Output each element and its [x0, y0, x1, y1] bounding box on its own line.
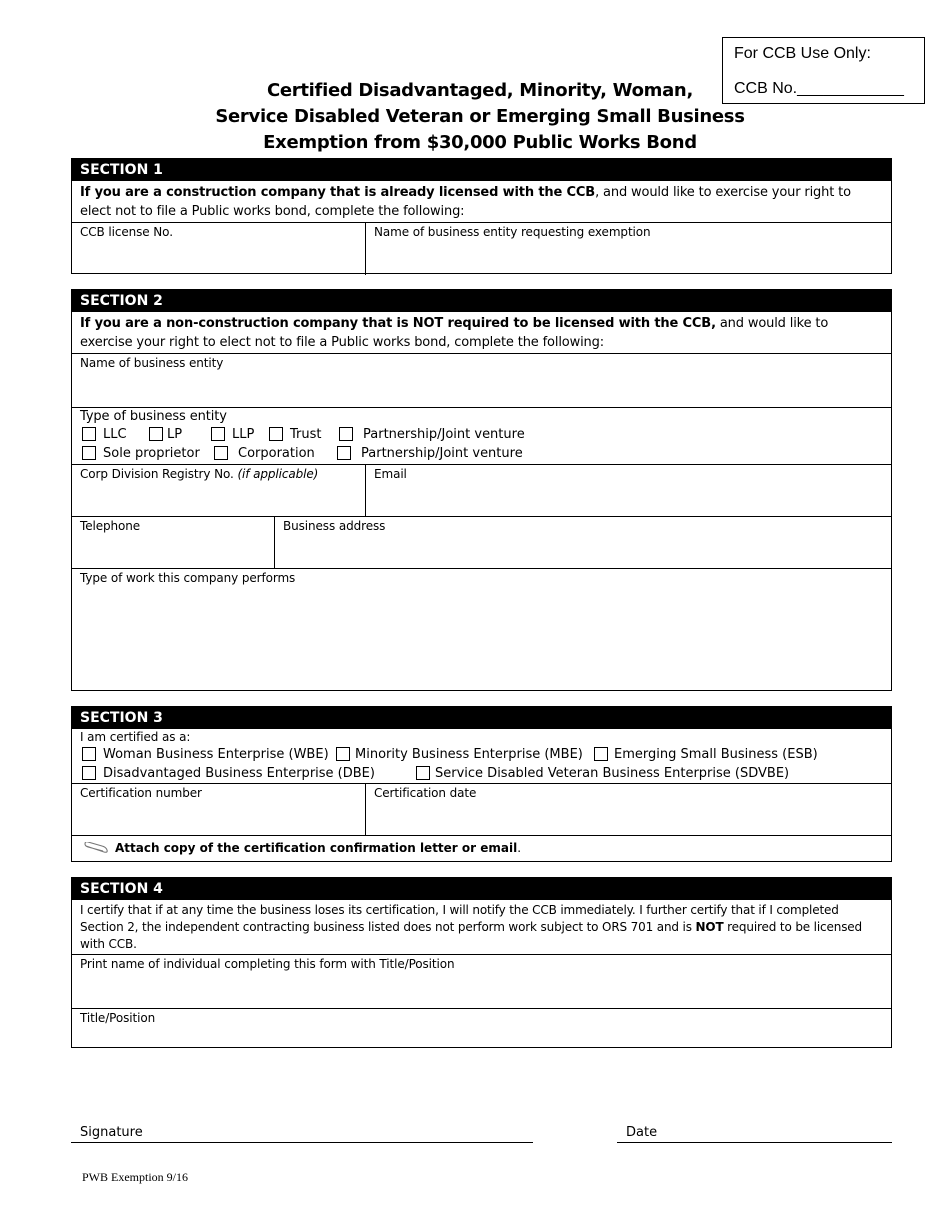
business-name-exemption-label: Name of business entity requesting exemption	[374, 225, 651, 239]
certification-number-field[interactable]	[72, 784, 366, 835]
type-llc-option[interactable]	[82, 427, 127, 442]
form-title-line2: Service Disabled Veteran or Emerging Small Business	[215, 106, 745, 127]
option-label: LP	[167, 427, 183, 442]
checkbox[interactable]	[336, 747, 350, 761]
certification-statement-part2: required to be licensed with CCB.	[80, 920, 862, 951]
type-partnership-option-2[interactable]	[337, 446, 523, 461]
business-type-label: Type of business entity	[80, 409, 227, 424]
date-line[interactable]	[617, 1142, 892, 1143]
form-title-line1: Certified Disadvantaged, Minority, Woman,	[266, 80, 693, 101]
section-1-intro	[72, 181, 891, 223]
type-lp-option[interactable]	[149, 427, 182, 442]
type-llp-option[interactable]	[211, 427, 254, 442]
option-label: Partnership/Joint venture	[363, 427, 525, 442]
print-name-label: Print name of individual completing this form with Title/Position	[80, 957, 455, 971]
checkbox[interactable]	[82, 766, 96, 780]
ccb-license-field[interactable]	[72, 223, 366, 275]
section-2-intro-rest: and would like to exercise your right to elect not to file a Public works bond, complete the following:	[80, 316, 829, 350]
business-type-row	[72, 408, 891, 465]
section-2-heading: SECTION 2	[72, 290, 891, 312]
paperclip-icon	[84, 842, 110, 856]
signature-label: Signature	[80, 1125, 143, 1140]
type-of-work-label: Type of work this company performs	[80, 571, 296, 585]
certification-statement	[72, 900, 891, 955]
checkbox[interactable]	[416, 766, 430, 780]
phone-address-row	[72, 517, 891, 569]
form-footer-code: PWB Exemption 9/16	[82, 1170, 188, 1184]
section-1-heading: SECTION 1	[72, 159, 891, 181]
business-entity-name-label: Name of business entity	[80, 356, 224, 370]
checkbox[interactable]	[269, 427, 283, 441]
certification-statement-part1: I certify that if at any time the business loses its certification, I will notify the CCB immediately. I further certify that if I completed Section 2, the independent contracting business listed does not perform work subject to ORS 701 and is	[80, 903, 839, 934]
type-trust-option[interactable]	[269, 427, 321, 442]
option-label: LLC	[103, 427, 127, 442]
section-3-heading: SECTION 3	[72, 707, 891, 729]
ccb-number-field: CCB No.____________	[734, 80, 904, 97]
section-4-heading: SECTION 4	[72, 878, 891, 900]
option-label: Minority Business Enterprise (MBE)	[355, 747, 583, 762]
email-field[interactable]	[365, 465, 891, 516]
business-address-field[interactable]	[274, 517, 891, 568]
cert-wbe-option[interactable]	[82, 747, 329, 762]
certification-date-field[interactable]	[365, 784, 891, 835]
certification-details-row	[72, 784, 891, 836]
title-position-label: Title/Position	[80, 1011, 156, 1025]
cert-dbe-option[interactable]	[82, 766, 375, 781]
attachment-note	[115, 841, 521, 855]
print-name-field[interactable]	[72, 955, 891, 1009]
cert-mbe-option[interactable]	[336, 747, 583, 762]
section-4	[71, 877, 892, 1048]
title-position-field[interactable]	[72, 1009, 891, 1062]
section-3	[71, 706, 892, 862]
attachment-note-bold: Attach copy of the certification confirmation letter or email	[115, 841, 518, 855]
section-2	[71, 289, 892, 691]
checkbox[interactable]	[339, 427, 353, 441]
checkbox[interactable]	[214, 446, 228, 460]
registry-number-label	[72, 465, 366, 481]
registry-label-text: Corp Division Registry No.	[80, 467, 234, 481]
email-label: Email	[374, 467, 407, 481]
checkbox[interactable]	[82, 427, 96, 441]
certified-as-label: I am certified as a:	[80, 730, 191, 744]
attachment-note-end: .	[517, 841, 522, 855]
form-title-line3: Exemption from $30,000 Public Works Bond	[263, 132, 697, 153]
certification-type-row	[72, 729, 891, 784]
checkbox[interactable]	[82, 446, 96, 460]
type-sole-proprietor-option[interactable]	[82, 446, 200, 461]
business-entity-name-field[interactable]	[72, 354, 891, 408]
signature-line[interactable]	[71, 1142, 533, 1143]
checkbox[interactable]	[149, 427, 163, 441]
section-1-intro-bold: If you are a construction company that is already licensed with the CCB	[80, 185, 596, 200]
registry-label-note: (if applicable)	[237, 467, 319, 481]
option-label: LLP	[232, 427, 255, 442]
section-1	[71, 158, 892, 274]
checkbox[interactable]	[82, 747, 96, 761]
option-label: Corporation	[238, 446, 315, 461]
option-label: Disadvantaged Business Enterprise (DBE)	[103, 766, 375, 781]
type-partnership-option-1[interactable]	[339, 427, 525, 442]
telephone-label: Telephone	[80, 519, 141, 533]
section-2-intro	[72, 312, 891, 354]
attachment-note-row	[72, 836, 891, 862]
option-label: Service Disabled Veteran Business Enterprise (SDVBE)	[435, 766, 790, 781]
ccb-license-label: CCB license No.	[80, 225, 173, 239]
type-corporation-option[interactable]	[214, 446, 315, 461]
type-of-work-field[interactable]	[72, 569, 891, 695]
business-name-exemption-field[interactable]	[365, 223, 891, 275]
registry-email-row	[72, 465, 891, 517]
business-address-label: Business address	[283, 519, 386, 533]
checkbox[interactable]	[211, 427, 225, 441]
telephone-field[interactable]	[72, 517, 275, 568]
checkbox[interactable]	[594, 747, 608, 761]
registry-number-field[interactable]	[72, 465, 366, 516]
certification-statement-bold: NOT	[695, 920, 724, 934]
cert-esb-option[interactable]	[594, 747, 818, 762]
section-1-intro-rest: , and would like to exercise your right to elect not to file a Public works bond, complete the following:	[80, 185, 851, 219]
option-label: Trust	[290, 427, 322, 442]
option-label: Partnership/Joint venture	[361, 446, 523, 461]
checkbox[interactable]	[337, 446, 351, 460]
cert-sdvbe-option[interactable]	[416, 766, 789, 781]
section-1-fields-row	[72, 223, 891, 275]
certification-date-label: Certification date	[374, 786, 477, 800]
section-2-intro-bold: If you are a non-construction company that is NOT required to be licensed with the CCB,	[80, 316, 716, 331]
option-label: Woman Business Enterprise (WBE)	[103, 747, 329, 762]
option-label: Sole proprietor	[103, 446, 200, 461]
date-label: Date	[626, 1125, 658, 1140]
option-label: Emerging Small Business (ESB)	[614, 747, 818, 762]
certification-number-label: Certification number	[80, 786, 202, 800]
ccb-use-only-label: For CCB Use Only:	[734, 45, 871, 62]
